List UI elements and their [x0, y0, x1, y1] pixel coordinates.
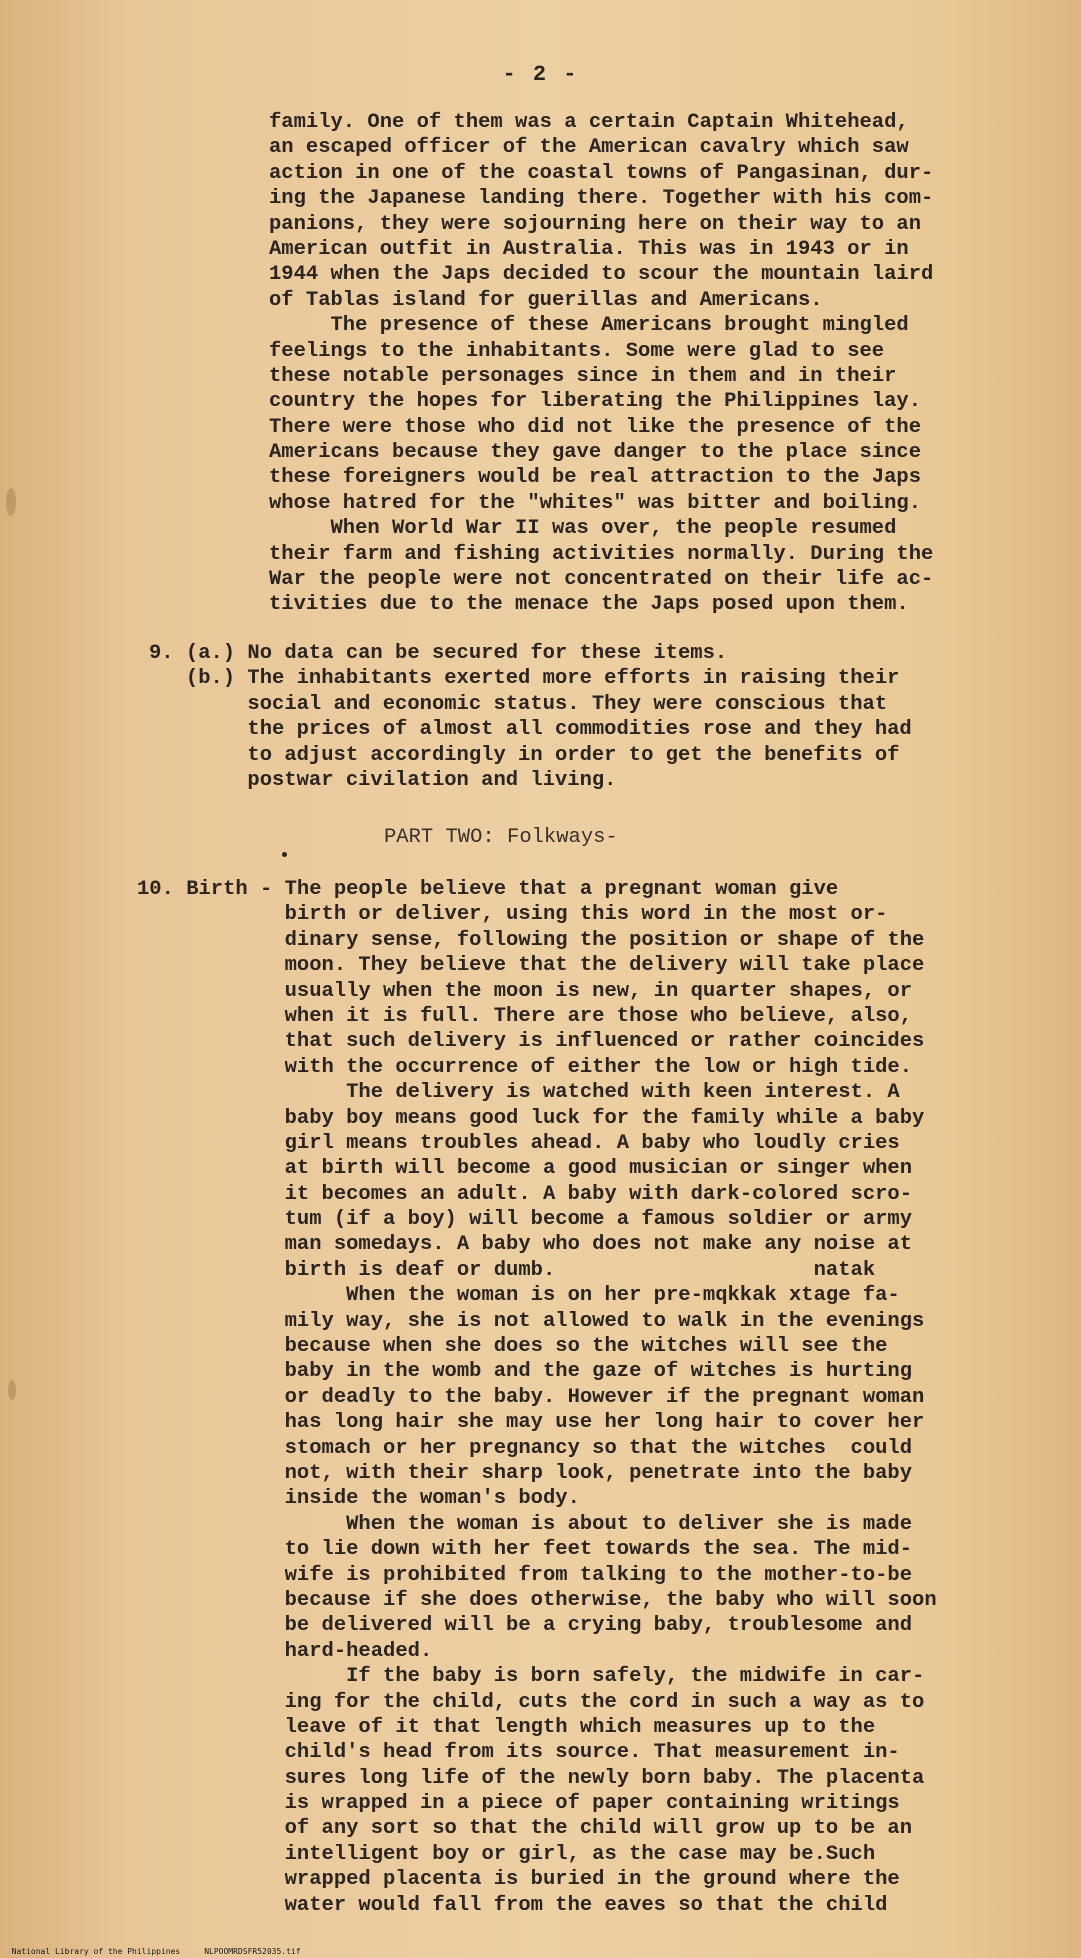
text-line: action in one of the coastal towns of Pangasinan, dur- — [269, 161, 934, 185]
item-9 — [149, 641, 912, 793]
text-line: ing the Japanese landing there. Together with his com- — [269, 187, 934, 211]
text-line: tivities due to the menace the Japs posed upon them. — [269, 593, 909, 617]
text-line: inside the woman's body. — [137, 1487, 580, 1511]
text-line: When the woman is about to deliver she is made — [137, 1512, 913, 1536]
text-line: these foreigners would be real attraction to the Japs — [269, 466, 922, 490]
text-line: stomach or her pregnancy so that the witches could — [137, 1436, 913, 1460]
text-line: 10. Birth - The people believe that a pregnant woman give — [137, 878, 839, 901]
text-line: The presence of these Americans brought mingled — [269, 314, 909, 338]
ink-smudge — [6, 488, 16, 516]
text-line: leave of it that length which measures up to the — [137, 1715, 876, 1739]
text-line: it becomes an adult. A baby with dark-colored scro- — [137, 1182, 913, 1206]
text-line: There were those who did not like the presence of the — [269, 415, 922, 439]
text-line: 9. (a.) No data can be secured for these items. — [149, 642, 728, 665]
text-line: whose hatred for the "whites" was bitter and boiling. — [269, 491, 922, 515]
text-line: The delivery is watched with keen interest. A — [137, 1081, 900, 1105]
text-line: Americans because they gave danger to the place since — [269, 441, 922, 465]
text-line: wife is prohibited from talking to the mother-to-be — [137, 1563, 913, 1587]
footer-library: National Library of the Philippines — [11, 1947, 181, 1956]
text-line: War the people were not concentrated on their life ac- — [269, 568, 934, 592]
text-line: country the hopes for liberating the Philippines lay. — [269, 390, 922, 414]
ink-dot — [282, 852, 287, 857]
text-line: (b.) The inhabitants exerted more efforts in raising their — [149, 667, 900, 691]
text-line: If the baby is born safely, the midwife in car- — [137, 1665, 925, 1689]
section-heading: PART TWO: Folkways- — [384, 826, 618, 849]
footer — [2, 1938, 325, 1956]
text-line: at birth will become a good musician or singer when — [137, 1157, 913, 1181]
text-line: ing for the child, cuts the cord in such a way as to — [137, 1690, 925, 1714]
text-line: family. One of them was a certain Captain Whitehead, — [269, 111, 909, 134]
text-line: because when she does so the witches will see the — [137, 1335, 888, 1359]
text-line: of Tablas island for guerillas and Americans. — [269, 288, 823, 312]
text-line: to lie down with her feet towards the sea. The mid- — [137, 1538, 913, 1562]
text-line: intelligent boy or girl, as the case may be.Such — [137, 1842, 876, 1866]
text-line: 1944 when the Japs decided to scour the mountain laird — [269, 263, 934, 287]
text-line: the prices of almost all commodities rose and they had — [149, 718, 912, 742]
item-10 — [137, 877, 937, 1918]
text-line: is wrapped in a piece of paper containing writings — [137, 1792, 900, 1816]
text-line: sures long life of the newly born baby. The placenta — [137, 1766, 925, 1790]
text-line: of any sort so that the child will grow up to be an — [137, 1817, 913, 1841]
text-line: American outfit in Australia. This was in 1943 or in — [269, 237, 909, 261]
text-line: mily way, she is not allowed to walk in the evenings — [137, 1309, 925, 1333]
text-line: girl means troubles ahead. A baby who loudly cries — [137, 1131, 900, 1155]
text-line: moon. They believe that the delivery will take place — [137, 954, 925, 978]
text-line: that such delivery is influenced or rather coincides — [137, 1030, 925, 1054]
text-line: man somedays. A baby who does not make any noise at — [137, 1233, 913, 1257]
text-line: wrapped placenta is buried in the ground where the — [137, 1868, 900, 1892]
text-line: birth or deliver, using this word in the most or- — [137, 903, 888, 927]
text-line: feelings to the inhabitants. Some were glad to see — [269, 339, 885, 363]
text-line: because if she does otherwise, the baby who will soon — [137, 1588, 937, 1612]
text-line: baby boy means good luck for the family while a baby — [137, 1106, 925, 1130]
text-line: their farm and fishing activities normally. During the — [269, 542, 934, 566]
text-line: has long hair she may use her long hair to cover her — [137, 1411, 925, 1435]
text-line: be delivered will be a crying baby, troublesome and — [137, 1614, 913, 1638]
text-line: hard-headed. — [137, 1639, 433, 1663]
text-line: these notable personages since in them and in their — [269, 364, 897, 388]
text-line: dinary sense, following the position or shape of the — [137, 928, 925, 952]
text-line: or deadly to the baby. However if the pregnant woman — [137, 1385, 925, 1409]
text-line: when it is full. There are those who believe, also, — [137, 1004, 913, 1028]
text-line: an escaped officer of the American cavalry which saw — [269, 136, 909, 160]
text-line: panions, they were sojourning here on their way to an — [269, 212, 922, 236]
text-line: birth is deaf or dumb. natak — [137, 1258, 876, 1282]
paragraph-top — [269, 110, 933, 618]
ink-smudge — [8, 1380, 16, 1400]
text-line: water would fall from the eaves so that the child — [137, 1893, 888, 1917]
text-line: child's head from its source. That measurement in- — [137, 1741, 900, 1765]
text-line: When World War II was over, the people resumed — [269, 517, 897, 541]
text-line: with the occurrence of either the low or high tide. — [137, 1055, 913, 1079]
footer-file: NLPOOMRDSFR52035.tif — [204, 1947, 301, 1956]
page-number: - 2 - — [502, 62, 579, 87]
text-line: tum (if a boy) will become a famous soldier or army — [137, 1208, 913, 1232]
text-line: social and economic status. They were conscious that — [149, 692, 888, 716]
text-line: postwar civilation and living. — [149, 768, 617, 792]
text-line: baby in the womb and the gaze of witches is hurting — [137, 1360, 913, 1384]
text-line: not, with their sharp look, penetrate into the baby — [137, 1461, 913, 1485]
text-line: usually when the moon is new, in quarter shapes, or — [137, 979, 913, 1003]
text-line: to adjust accordingly in order to get the benefits of — [149, 743, 900, 767]
text-line: When the woman is on her pre-mqkkak xtage fa- — [137, 1284, 900, 1308]
